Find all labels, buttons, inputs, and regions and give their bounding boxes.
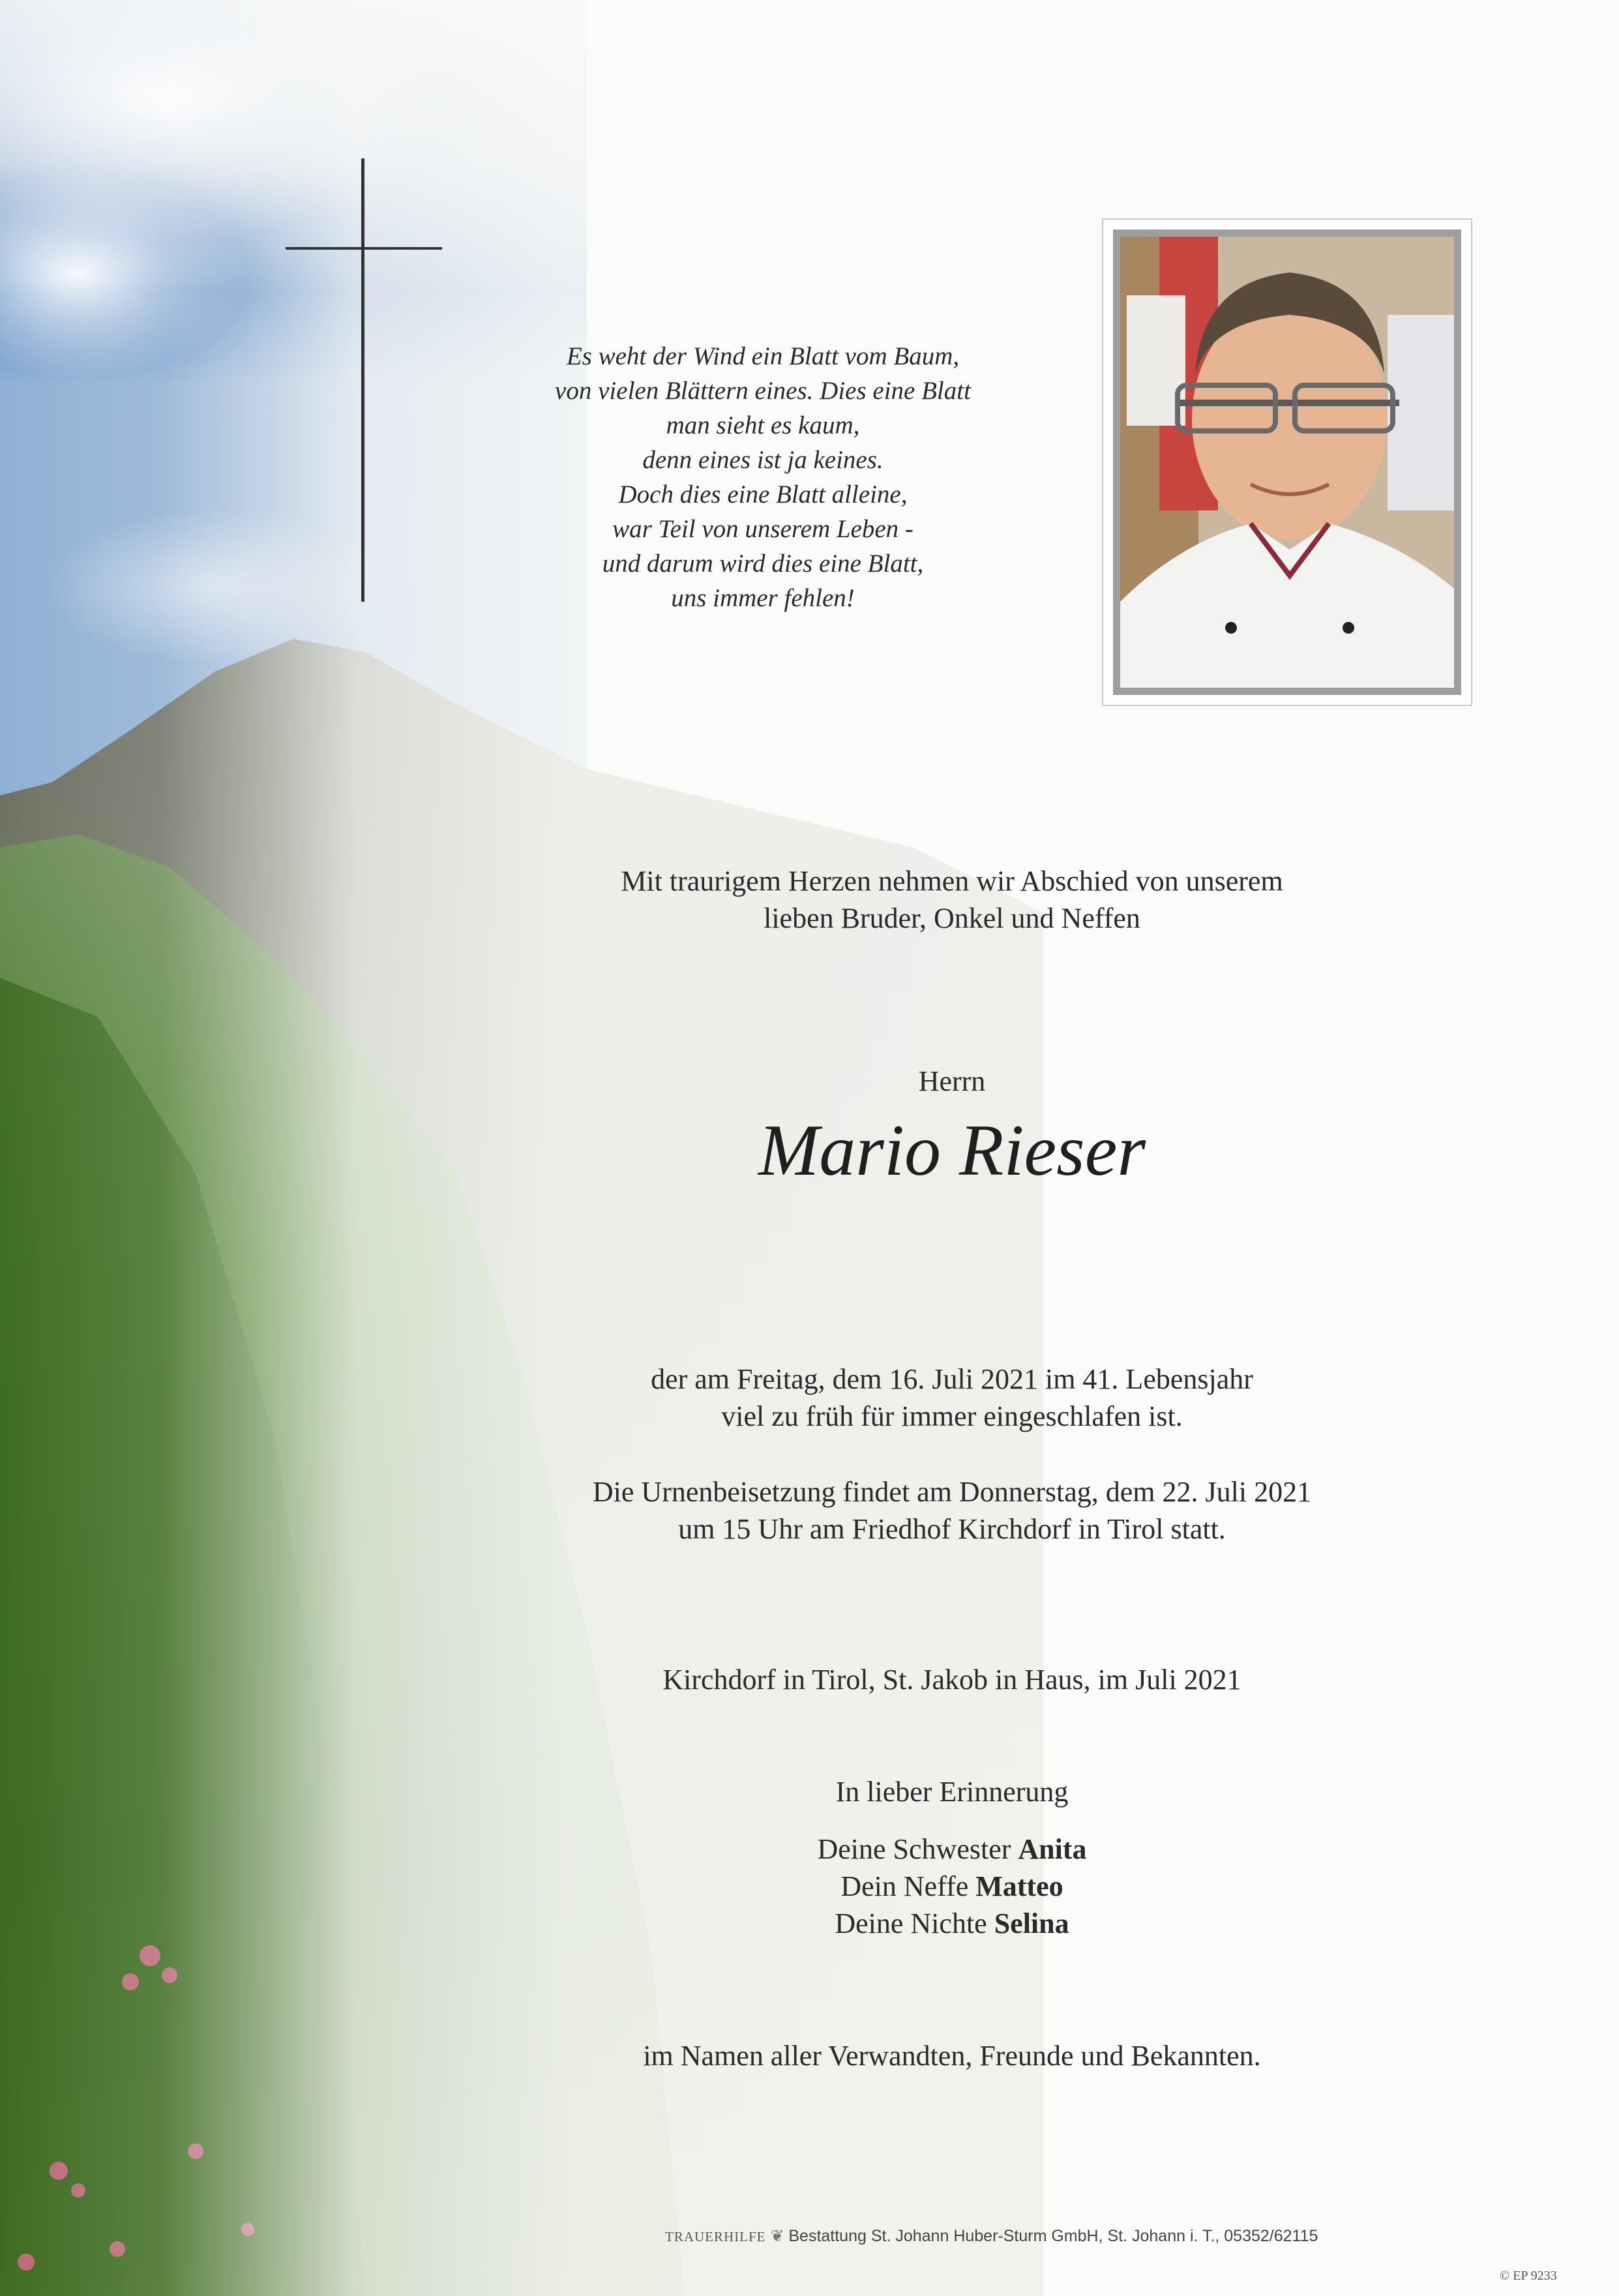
poem-line: von vielen Blättern eines. Dies eine Blatt <box>555 377 971 405</box>
burial-line-2: um 15 Uhr am Friedhof Kirchdorf in Tirol statt. <box>678 1513 1226 1545</box>
memorial-poem <box>417 339 1108 615</box>
death-notice <box>456 1361 1448 1435</box>
portrait-photo <box>1120 237 1454 688</box>
mourner-name: Anita <box>1018 1833 1087 1865</box>
intro-line-2: lieben Bruder, Onkel und Neffen <box>764 902 1140 934</box>
memory-heading: In lieber Erinnerung <box>835 1776 1069 1808</box>
mourner-relation: Deine Nichte <box>835 1907 987 1939</box>
poem-line: Es weht der Wind ein Blatt vom Baum, <box>566 342 960 370</box>
poem-line: man sieht es kaum, <box>666 411 860 439</box>
deceased-name: Mario Rieser <box>758 1110 1146 1191</box>
mourner-relation: Deine Schwester <box>817 1833 1011 1865</box>
poem-line: uns immer fehlen! <box>671 584 855 612</box>
honorific: Herrn <box>918 1065 986 1097</box>
cross-symbol-horizontal <box>286 247 442 250</box>
mourner-name: Selina <box>994 1907 1069 1939</box>
mourner-name: Matteo <box>975 1870 1063 1902</box>
cross-symbol-vertical <box>361 158 364 602</box>
footer-brand: TRAUERHILFE <box>665 2229 766 2244</box>
poem-line: war Teil von unserem Leben - <box>612 515 913 543</box>
mourners-list <box>456 1831 1448 1942</box>
death-line-1: der am Freitag, dem 16. Juli 2021 im 41. Lebensjahr <box>651 1363 1253 1395</box>
footer-text: Bestattung St. Johann Huber-Sturm GmbH, St. Johann i. T., 05352/62115 <box>788 2227 1318 2245</box>
feather-icon: ❦ <box>770 2227 784 2245</box>
announcement-intro <box>456 862 1448 937</box>
poem-line: Doch dies eine Blatt alleine, <box>618 480 908 508</box>
poem-line: denn eines ist ja keines. <box>642 446 884 474</box>
poem-line: und darum wird dies eine Blatt, <box>602 550 924 578</box>
copyright-notice: © EP 9233 <box>1500 2269 1557 2283</box>
burial-notice <box>456 1473 1448 1548</box>
mourner-row <box>456 1905 1448 1942</box>
funeral-home-footer <box>665 2226 1513 2246</box>
closing-line: im Namen aller Verwandten, Freunde und Bekannten. <box>643 2040 1261 2072</box>
place-date: Kirchdorf in Tirol, St. Jakob in Haus, im Juli 2021 <box>662 1664 1241 1696</box>
mourner-row <box>456 1868 1448 1905</box>
intro-line-1: Mit traurigem Herzen nehmen wir Abschied von unserem <box>621 865 1283 897</box>
death-line-2: viel zu früh für immer eingeschlafen ist. <box>721 1400 1183 1432</box>
burial-line-1: Die Urnenbeisetzung findet am Donnerstag, dem 22. Juli 2021 <box>592 1476 1312 1508</box>
mourner-row <box>456 1831 1448 1868</box>
mourner-relation: Dein Neffe <box>840 1870 969 1902</box>
